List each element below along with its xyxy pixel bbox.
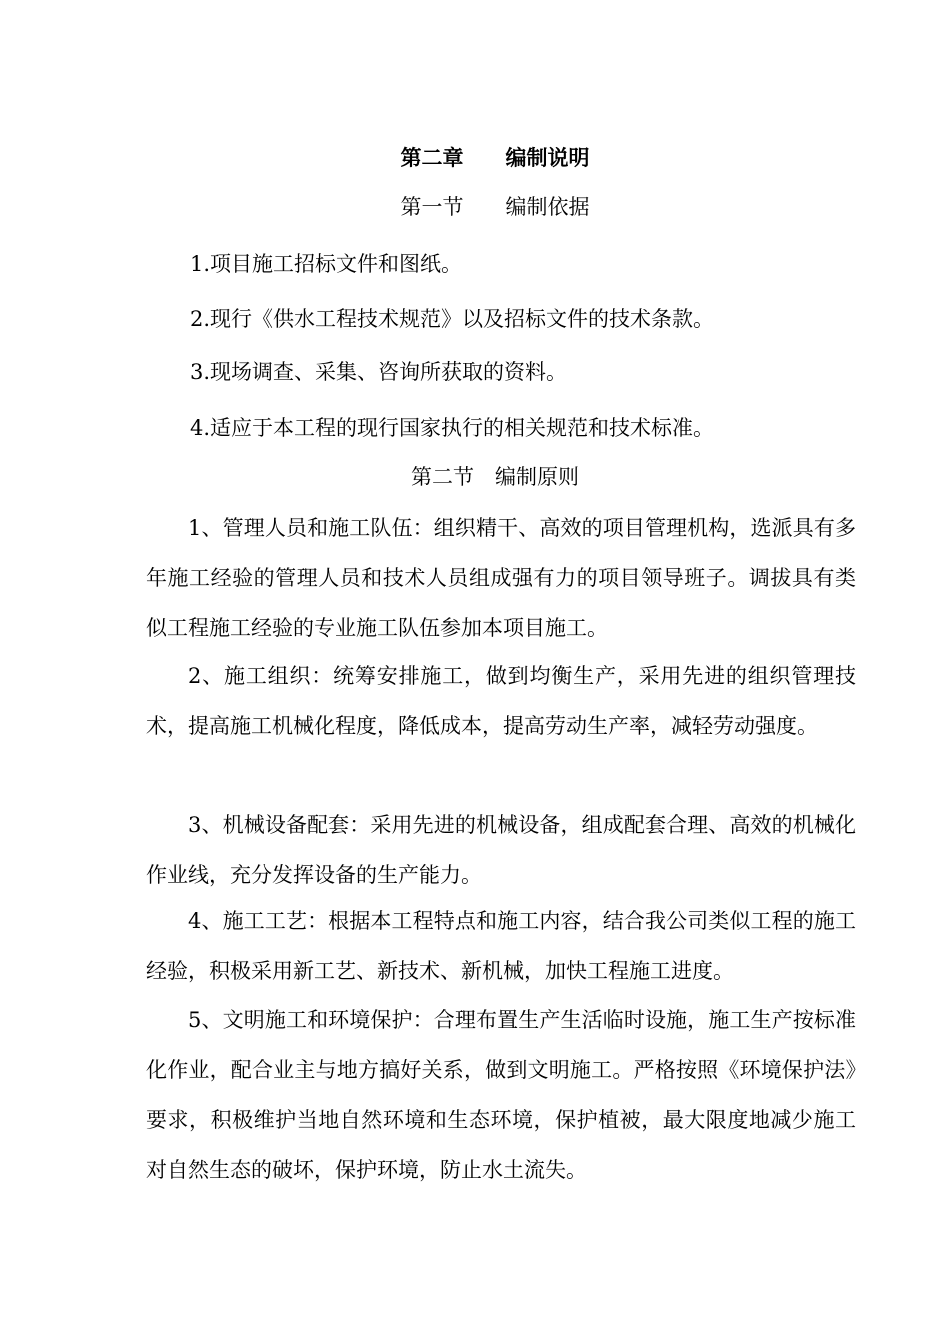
chapter-title: 第二章 编制说明 [400,145,590,170]
basis-item-3: 3.现场调查、采集、咨询所获取的资料。 [190,360,568,384]
principle-paragraph-5: 5、文明施工和环境保护：合理布置生产生活临时设施，施工生产按标准化作业，配合业主与地方搞好关系，做到文明施工。严格按照《环境保护法》要求，积极维护当地自然环境和生态环境，保护植被，最大限度地减少施工对自然生态的破坏，保护环境，防止水土流失。 [146,1008,856,1182]
principle-paragraph-3: 3、机械设备配套：采用先进的机械设备，组成配套合理、高效的机械化作业线，充分发挥设备的生产能力。 [146,813,856,887]
principle-paragraph-4: 4、施工工艺：根据本工程特点和施工内容，结合我公司类似工程的施工经验，积极采用新工艺、新技术、新机械，加快工程施工进度。 [146,909,856,983]
section-title-basis: 第一节 编制依据 [400,195,590,219]
basis-item-1: 1.项目施工招标文件和图纸。 [190,252,463,276]
basis-item-2: 2.现行《供水工程技术规范》以及招标文件的技术条款。 [190,307,715,331]
principle-paragraph-1: 1、管理人员和施工队伍：组织精干、高效的项目管理机构，选派具有多年施工经验的管理人员和技术人员组成强有力的项目领导班子。调拔具有类似工程施工经验的专业施工队伍参加本项目施工。 [146,516,856,640]
section-title-principles: 第二节 编制原则 [411,465,579,489]
principle-paragraph-2: 2、施工组织：统筹安排施工，做到均衡生产，采用先进的组织管理技术，提高施工机械化程度，降低成本，提高劳动生产率，减轻劳动强度。 [146,664,856,738]
basis-item-4: 4.适应于本工程的现行国家执行的相关规范和技术标准。 [190,416,715,440]
